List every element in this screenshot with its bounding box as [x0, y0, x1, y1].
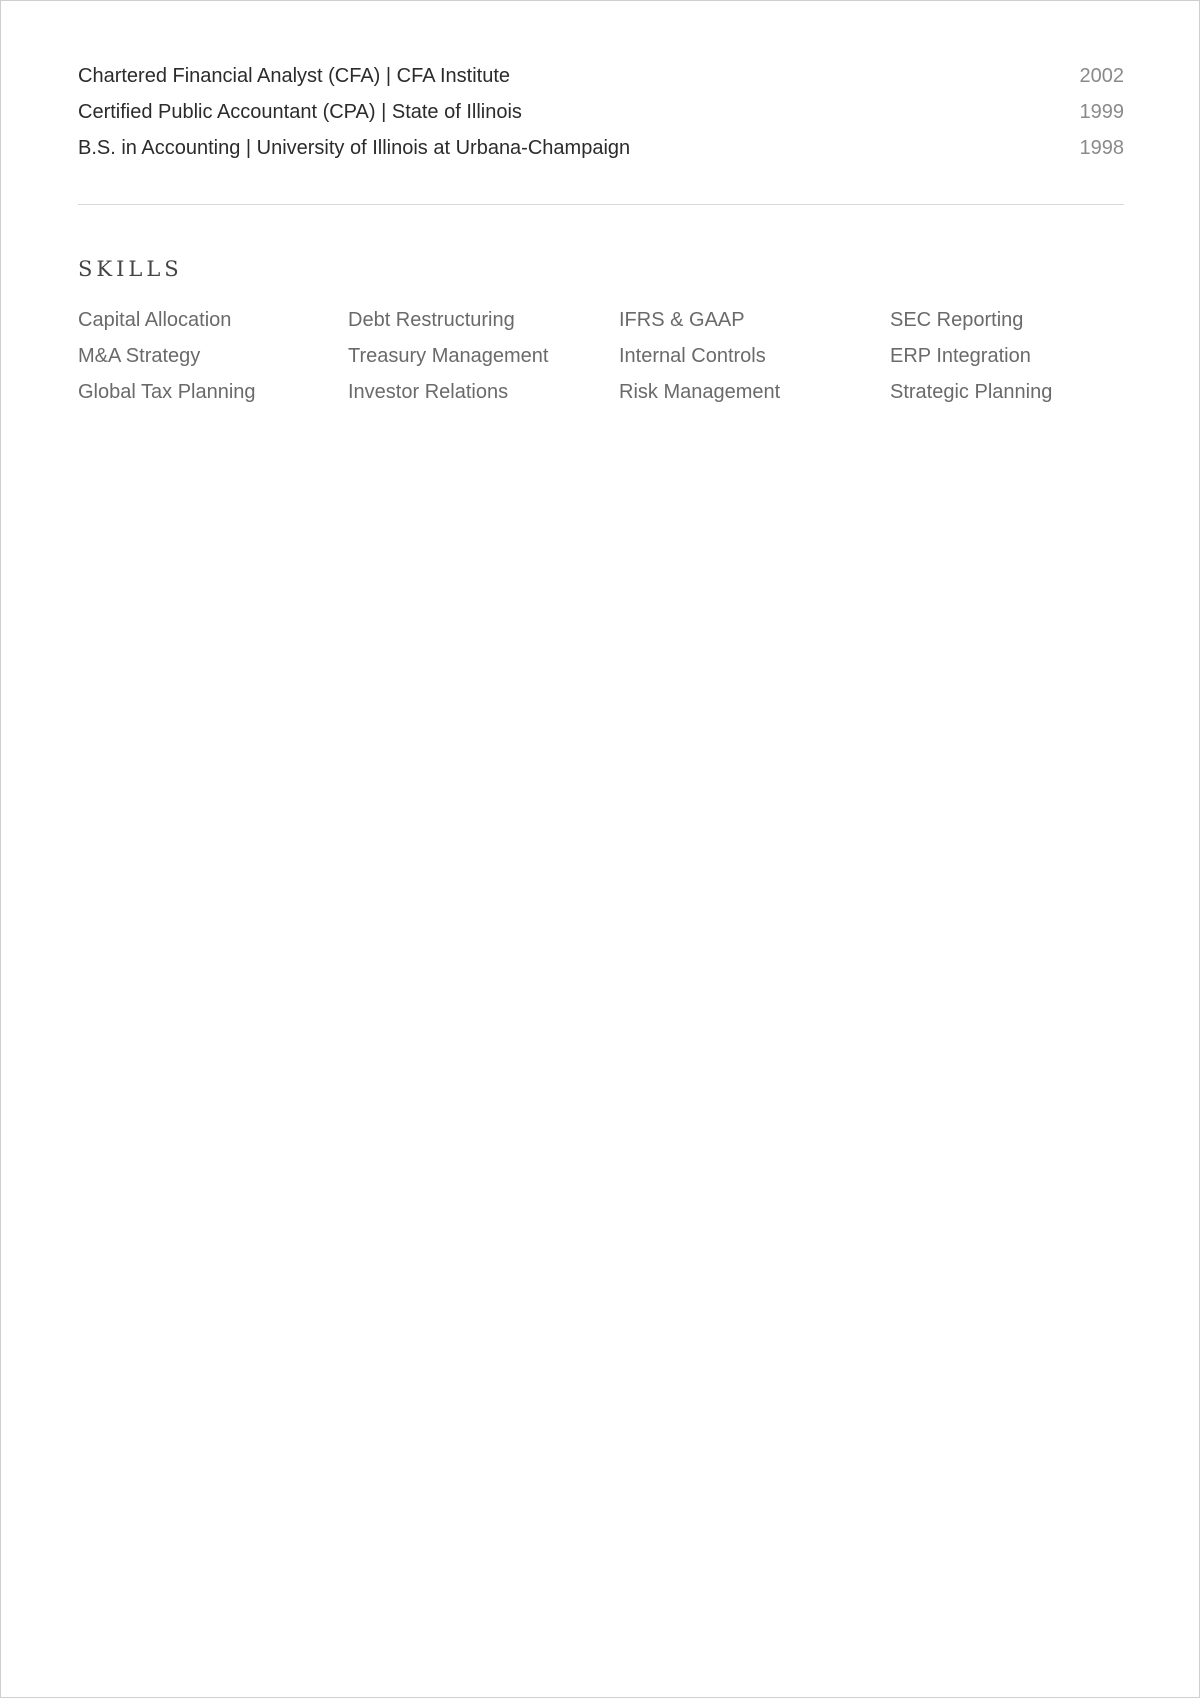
skill-item: Treasury Management	[348, 345, 549, 367]
skill-item: Strategic Planning	[890, 381, 1053, 403]
skill-item: ERP Integration	[890, 345, 1031, 367]
credential-year: 1998	[1079, 137, 1124, 159]
credential-row	[78, 94, 1124, 130]
skill-item: Global Tax Planning	[78, 381, 256, 403]
credential-row	[78, 58, 1124, 94]
skill-item: Debt Restructuring	[348, 309, 515, 331]
skill-item: SEC Reporting	[890, 309, 1024, 331]
credential-title: B.S. in Accounting | University of Illinois at Urbana-Champaign	[78, 137, 631, 159]
credential-title: Certified Public Accountant (CPA) | State of Illinois	[78, 101, 522, 123]
skill-item: M&A Strategy	[78, 345, 201, 367]
credential-year: 1999	[1079, 101, 1124, 123]
skill-item: IFRS & GAAP	[619, 309, 745, 331]
skills-grid	[78, 302, 1124, 410]
credentials-list	[78, 58, 1124, 166]
section-divider	[78, 204, 1124, 205]
skill-item: Capital Allocation	[78, 309, 232, 331]
credential-year: 2002	[1079, 65, 1124, 87]
skill-item: Risk Management	[619, 381, 781, 403]
credential-row	[78, 130, 1124, 166]
skill-item: Internal Controls	[619, 345, 766, 367]
credential-title: Chartered Financial Analyst (CFA) | CFA Institute	[78, 65, 511, 87]
skill-item: Investor Relations	[348, 381, 509, 403]
skills-heading: SKILLS	[78, 257, 183, 281]
